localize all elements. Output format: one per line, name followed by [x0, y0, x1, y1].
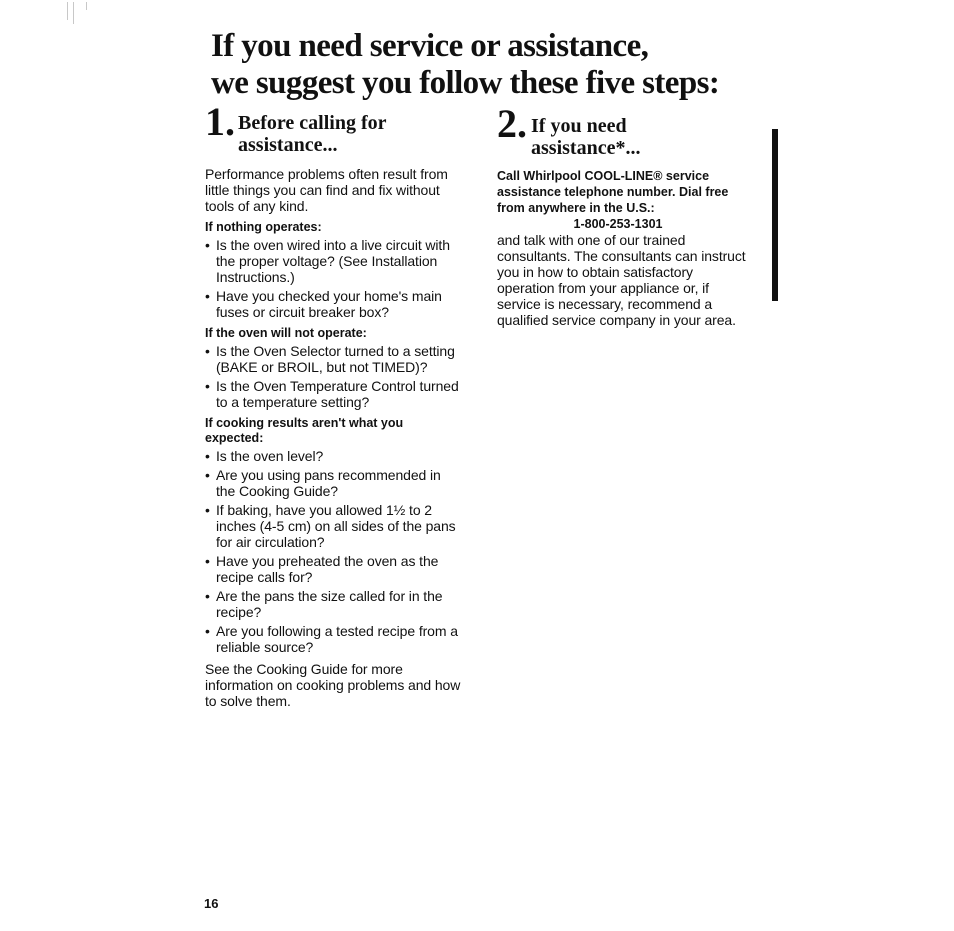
list-item: • If baking, have you allowed 1½ to 2 inches (4-5 cm) on all sides of the pans for air circulation?: [205, 502, 463, 550]
list-item: • Have you preheated the oven as the recipe calls for?: [205, 553, 463, 585]
list-item: • Is the oven wired into a live circuit with the proper voltage? (See Installation Instructions.): [205, 237, 463, 285]
list-item: • Are the pans the size called for in the recipe?: [205, 588, 463, 620]
list-item: • Is the oven level?: [205, 448, 463, 464]
step-2-section: [497, 101, 753, 328]
list-item: • Have you checked your home's main fuses or circuit breaker box?: [205, 288, 463, 320]
page-number: 16: [204, 896, 219, 911]
subhead-nothing-operates: If nothing operates:: [205, 220, 322, 234]
page-title-line-2: we suggest you follow these five steps:: [211, 65, 720, 101]
phone-number: 1-800-253-1301: [573, 217, 663, 231]
scan-artifact: [86, 2, 87, 10]
step-1-header: [205, 99, 463, 156]
page-title: [211, 28, 719, 102]
step-1-intro: Performance problems often result from little things you can find and fix without tools of any kind.: [205, 166, 448, 214]
list-item: • Are you following a tested recipe from a reliable source?: [205, 623, 463, 655]
step-1-number: 1.: [205, 99, 235, 144]
scan-artifact: [73, 2, 74, 24]
subhead-cooking-results: If cooking results aren't what you expected:: [205, 416, 404, 445]
step-1-section: [205, 99, 463, 709]
list-item: • Is the Oven Selector turned to a setting (BAKE or BROIL, but not TIMED)?: [205, 343, 463, 375]
list-oven-will-not-operate: [205, 343, 463, 410]
list-nothing-operates: [205, 237, 463, 320]
subhead-oven-will-not-operate: If the oven will not operate:: [205, 326, 367, 340]
list-item: • Is the Oven Temperature Control turned to a temperature setting?: [205, 378, 463, 410]
list-cooking-results: [205, 448, 463, 655]
cool-line-callout: Call Whirlpool COOL-LINE® service assistance telephone number. Dial free from anywhere in the U.S.:: [497, 169, 729, 215]
step-2-body: and talk with one of our trained consultants. The consultants can instruct you in how to obtain satisfactory operation from your appliance or, if service is necessary, recommend a qualified service company in your area.: [497, 232, 746, 328]
step-1-title: Before calling for assistance...: [238, 112, 387, 156]
step-2-header: [497, 101, 753, 159]
step-2-title: If you need assistance*...: [531, 115, 641, 159]
margin-bar: [772, 129, 778, 301]
step-1-footer: See the Cooking Guide for more information on cooking problems and how to solve them.: [205, 661, 461, 709]
scan-artifact: [67, 2, 68, 20]
page-title-line-1: If you need service or assistance,: [211, 28, 649, 64]
list-item: • Are you using pans recommended in the Cooking Guide?: [205, 467, 463, 499]
step-2-number: 2.: [497, 101, 527, 146]
